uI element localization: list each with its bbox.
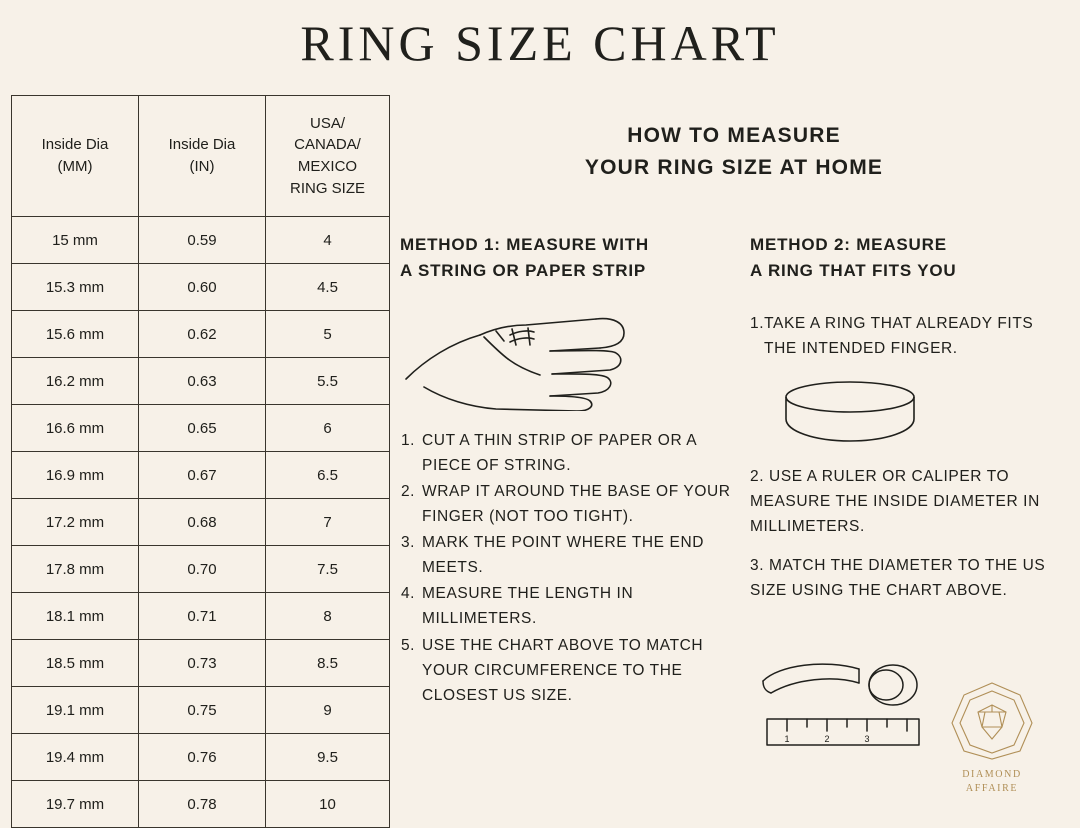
cell-size: 9.5 (266, 734, 390, 781)
list-item: 3. MARK THE POINT WHERE THE END MEETS. (420, 530, 750, 580)
cell-in: 0.70 (139, 546, 266, 593)
diamond-logo-icon (944, 679, 1040, 761)
header-line: (IN) (189, 158, 215, 175)
cell-size: 6 (266, 405, 390, 452)
cell-in: 0.73 (139, 640, 266, 687)
method-2-heading (750, 232, 1068, 285)
cell-in: 0.65 (139, 405, 266, 452)
svg-text:2: 2 (824, 734, 830, 744)
cell-size: 5.5 (266, 358, 390, 405)
method-2-step-3: 3. MATCH THE DIAMETER TO THE US SIZE USING THE CHART ABOVE. (750, 557, 1046, 600)
cell-in: 0.78 (139, 781, 266, 828)
table-header-ring-size (266, 96, 390, 217)
page-title: RING SIZE CHART (300, 15, 780, 71)
list-item: 4. MEASURE THE LENGTH IN MILLIMETERS. (420, 581, 750, 631)
table-row (12, 781, 390, 828)
table-row (12, 405, 390, 452)
method-2-step-2: 2. USE A RULER OR CALIPER TO MEASURE THE INSIDE DIAMETER IN MILLIMETERS. (750, 467, 1040, 536)
method-1-heading-line1: METHOD 1: MEASURE WITH (400, 235, 649, 254)
methods-container (400, 232, 1068, 709)
cell-size: 7.5 (266, 546, 390, 593)
table-row (12, 452, 390, 499)
list-item: 5. USE THE CHART ABOVE TO MATCH YOUR CIRCUMFERENCE TO THE CLOSEST US SIZE. (420, 633, 750, 708)
cell-mm: 15.6 mm (12, 311, 139, 358)
cell-in: 0.68 (139, 499, 266, 546)
cell-mm: 19.7 mm (12, 781, 139, 828)
table-row (12, 311, 390, 358)
cell-size: 6.5 (266, 452, 390, 499)
cell-in: 0.75 (139, 687, 266, 734)
method-1 (400, 232, 750, 709)
method-2-step-1: 1.TAKE A RING THAT ALREADY FITS THE INTENDED FINGER. (750, 314, 1034, 357)
method-1-heading (400, 232, 750, 285)
table-row (12, 593, 390, 640)
header-line: USA/ (309, 114, 345, 132)
cell-size: 4.5 (266, 264, 390, 311)
cell-in: 0.60 (139, 264, 266, 311)
method-1-steps (400, 428, 750, 708)
header-line: RING SIZE (289, 179, 365, 197)
header-line: Inside Dia (41, 136, 109, 154)
cell-mm: 19.4 mm (12, 734, 139, 781)
cell-size: 5 (266, 311, 390, 358)
header-line: Inside Dia (168, 136, 236, 154)
table-header-inside-dia-mm (12, 96, 139, 217)
cell-in: 0.67 (139, 452, 266, 499)
list-item: 2. WRAP IT AROUND THE BASE OF YOUR FINGER (NOT TOO TIGHT). (420, 479, 750, 529)
method-1-heading-line2: A STRING OR PAPER STRIP (400, 261, 647, 281)
svg-text:3: 3 (864, 734, 870, 744)
cell-in: 0.62 (139, 311, 266, 358)
cell-in: 0.63 (139, 358, 266, 405)
table-row (12, 358, 390, 405)
svg-text:1: 1 (784, 734, 790, 744)
howto-title-line1: HOW TO MEASURE (627, 124, 841, 147)
howto-title-line2: YOUR RING SIZE AT HOME (584, 155, 884, 179)
howto-title (400, 120, 1068, 183)
table-row (12, 499, 390, 546)
cell-mm: 17.8 mm (12, 546, 139, 593)
table-row (12, 217, 390, 264)
cell-mm: 16.9 mm (12, 452, 139, 499)
ring-band-illustration (750, 375, 1068, 454)
howto-heading (400, 120, 1068, 183)
cell-in: 0.71 (139, 593, 266, 640)
method-2-heading-line2: A RING THAT FITS YOU (750, 261, 957, 281)
cell-size: 10 (266, 781, 390, 828)
cell-in: 0.59 (139, 217, 266, 264)
header-line: (MM) (57, 158, 93, 175)
hand-with-ring-illustration (400, 301, 750, 416)
cell-size: 9 (266, 687, 390, 734)
header-line: CANADA/ (294, 136, 361, 154)
table-row (12, 640, 390, 687)
table-row (12, 546, 390, 593)
cell-in: 0.76 (139, 734, 266, 781)
method-2 (750, 232, 1068, 709)
list-item: 1. CUT A THIN STRIP OF PAPER OR A PIECE OF STRING. (420, 428, 750, 478)
cell-size: 8 (266, 593, 390, 640)
cell-size: 8.5 (266, 640, 390, 687)
cell-mm: 18.1 mm (12, 593, 139, 640)
method-2-heading-line1: METHOD 2: MEASURE (750, 235, 947, 254)
cell-mm: 18.5 mm (12, 640, 139, 687)
cell-mm: 15 mm (12, 217, 139, 264)
cell-mm: 17.2 mm (12, 499, 139, 546)
brand-logo (928, 679, 1056, 796)
cell-size: 7 (266, 499, 390, 546)
cell-mm: 19.1 mm (12, 687, 139, 734)
table-header-inside-dia-in (139, 96, 266, 217)
cell-mm: 16.2 mm (12, 358, 139, 405)
brand-name-line2: AFFAIRE (965, 783, 1019, 794)
cell-mm: 15.3 mm (12, 264, 139, 311)
brand-name-line1: DIAMOND (962, 769, 1022, 780)
table-row (12, 264, 390, 311)
cell-size: 4 (266, 217, 390, 264)
table-row (12, 734, 390, 781)
brand-name (928, 768, 1056, 796)
table-header-row (12, 96, 390, 217)
table-row (12, 687, 390, 734)
cell-mm: 16.6 mm (12, 405, 139, 452)
header-line: MEXICO (297, 158, 358, 175)
ring-size-table-wrap (11, 95, 389, 828)
ring-size-table (11, 95, 390, 828)
